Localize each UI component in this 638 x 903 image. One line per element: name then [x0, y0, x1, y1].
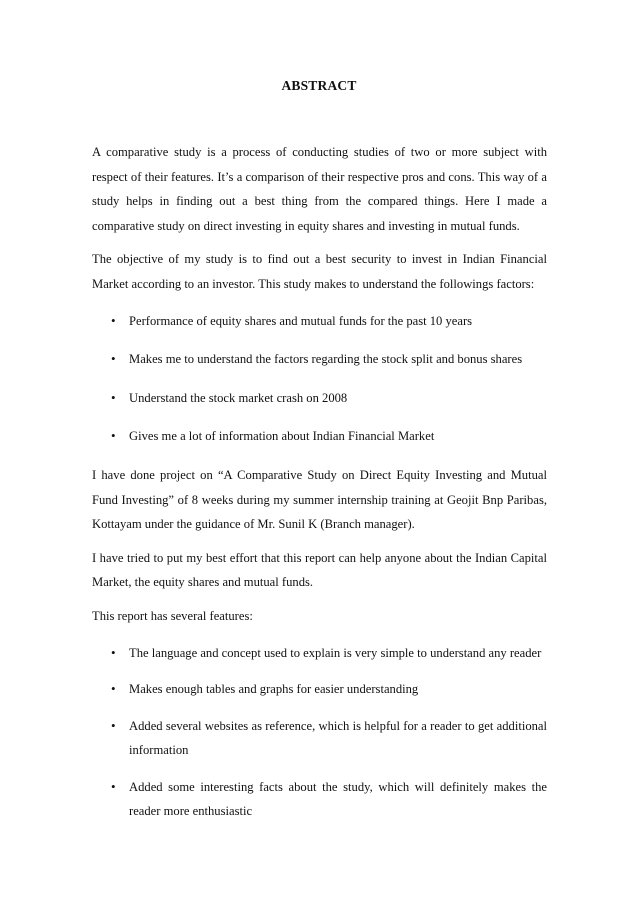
factors-list: [92, 309, 547, 449]
list-item: • Understand the stock market crash on 2008: [92, 386, 547, 411]
list-item: • Added several websites as reference, which is helpful for a reader to get additional information: [92, 714, 547, 763]
list-item: • Added some interesting facts about the study, which will definitely makes the reader more enthusiastic: [92, 775, 547, 824]
objective-paragraph: The objective of my study is to find out a best security to invest in Indian Financial Market according to an investor. This study makes to understand the followings factors:: [92, 252, 547, 291]
page-title: ABSTRACT: [281, 78, 357, 93]
project-paragraph: I have done project on “A Comparative Study on Direct Equity Investing and Mutual Fund Investing” of 8 weeks during my summer internship training at Geojit Bnp Paribas, Kottayam under the guidance of Mr. Sunil K (Branch manager).: [92, 467, 547, 532]
list-item: • Gives me a lot of information about Indian Financial Market: [92, 424, 547, 449]
features-intro-paragraph: This report has several features:: [92, 608, 253, 623]
list-item: • Makes enough tables and graphs for easier understanding: [92, 677, 547, 702]
effort-paragraph: I have tried to put my best effort that this report can help anyone about the Indian Capital Market, the equity shares and mutual funds.: [92, 550, 547, 590]
intro-paragraph: A comparative study is a process of conducting studies of two or more subject with respect of their features. It’s a comparison of their respective pros and cons. This way of a study helps in finding out a best thing from the compared things. Here I made a comparative study on direct investing in equity shares and investing in mutual funds.: [92, 145, 547, 233]
features-list: [92, 641, 547, 825]
list-item: • Performance of equity shares and mutual funds for the past 10 years: [92, 309, 547, 334]
list-item: • Makes me to understand the factors regarding the stock split and bonus shares: [92, 347, 547, 372]
abstract-body: [92, 140, 547, 836]
list-item: • The language and concept used to explain is very simple to understand any reader: [92, 641, 547, 666]
